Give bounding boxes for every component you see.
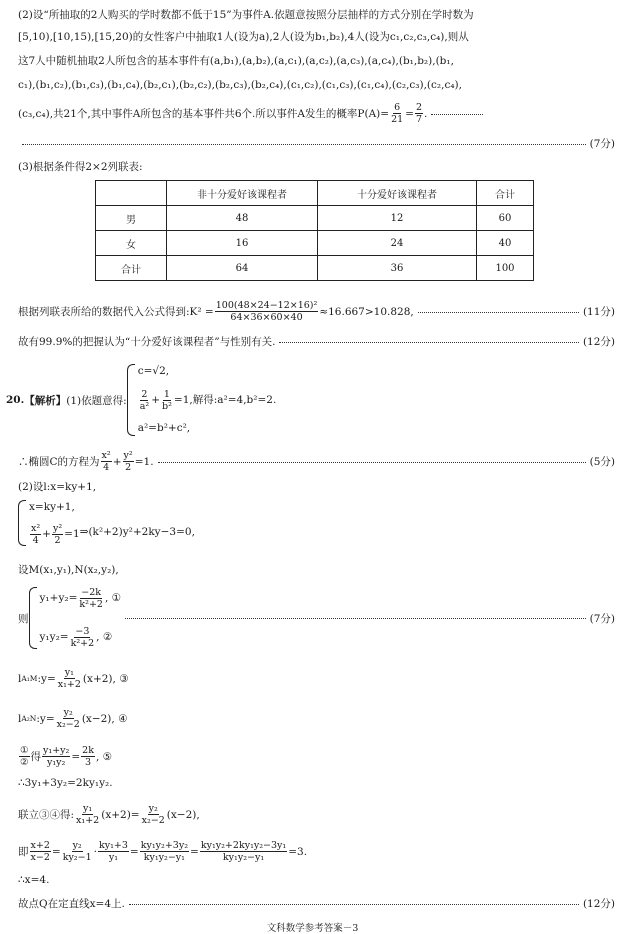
leader-dots [431, 113, 483, 115]
equation: y₁+y₂= $\frac{-2k}{\text{k²+2}}$ , ① [39, 587, 122, 610]
line-a1m: l A₁M :y= $\frac{\text{y₁}}{\text{x₁+2}}$ (x+2), ③ [18, 667, 129, 690]
leader-dots [158, 461, 586, 463]
analysis-tag: 【解析】 [24, 394, 67, 407]
table-cell: 48 [167, 206, 318, 231]
text-line: (2)设l:x=ky+1, [18, 481, 97, 493]
text-line: ∴3y₁+3y₂=2ky₁y₂. [18, 777, 113, 789]
score: (12分) [582, 336, 615, 348]
table-cell: 男 [96, 206, 167, 231]
q20-part1 [6, 364, 276, 436]
table-cell: 24 [318, 231, 477, 256]
score: (5分) [589, 455, 615, 468]
table-cell: 36 [318, 256, 477, 281]
vieta-block [18, 587, 615, 649]
table-cell: 100 [477, 256, 534, 281]
table-cell: 女 [96, 231, 167, 256]
equation-system [29, 587, 122, 649]
equation: c=√2, [137, 365, 170, 377]
table-row [96, 206, 534, 231]
fraction: $\frac{2}{7}$ [415, 102, 423, 125]
equation: $\frac{\text{x²}}{4}$ + $\frac{\text{y²}}{2}$ =1 [31, 523, 80, 546]
leader-dots [418, 311, 579, 313]
table-header-row [96, 181, 534, 206]
text: 则 [18, 612, 29, 625]
contingency-table [95, 180, 534, 281]
equation: a²=b²+c², [137, 422, 191, 434]
score-line [18, 137, 615, 151]
table-cell: 非十分爱好该课程者 [167, 181, 318, 206]
conclusion-line [18, 335, 615, 349]
ratio-line: $\frac{\text{①}}{\text{②}}$ 得 $\frac{\text{y₁+y₂}}{\text{y₁y₂}}$ = $\frac{2k}{3}$ , ⑤ [20, 745, 113, 768]
combine-line: 联立③④得: $\frac{\text{y₁}}{\text{x₁+2}}$ (x+2)= $\frac{\text{y₂}}{\text{x₂−2}}$ (x−2), [18, 803, 200, 826]
final-line [18, 897, 615, 911]
score: (7分) [589, 612, 615, 625]
k2-line [18, 300, 615, 323]
score: (12分) [582, 898, 615, 910]
text: = [405, 107, 414, 120]
text: (c₃,c₄),共21个,其中事件A所包含的基本事件共6个.所以事件A发生的概率P(A)= [18, 107, 390, 120]
text-line: ∴x=4. [18, 874, 50, 886]
text: 故点Q在定直线x=4上. [18, 898, 125, 910]
text: . [424, 107, 428, 120]
derivation-line: 即 $\frac{x+2}{x-2}$ = $\frac{\text{y₂}}{\text{ky₂−1}}$ · $\frac{\text{ky₁+3}}{\text{y₁}}$ = $\frac{\text{ky₁y₂+3y₂}}{\text{ky₁y₂−y₁}}$ = $\frac{\text{ky₁y₂+2ky₁y₂−3y₁}}{\text{ky₁y₂−y₁}}$ =3. [18, 840, 308, 863]
fraction: $\frac{6}{21}$ [391, 102, 404, 125]
text: 根据列联表所给的数据代入公式得到:K² = [18, 305, 214, 318]
table-row [96, 256, 534, 281]
table-cell: 合计 [477, 181, 534, 206]
section-intro: (3)根据条件得2×2列联表: [18, 161, 143, 173]
text: ⇒(k²+2)y²+2ky−3=0, [79, 526, 195, 538]
table-cell: 64 [167, 256, 318, 281]
score: (7分) [589, 138, 615, 150]
table-cell: 40 [477, 231, 534, 256]
score: (11分) [582, 305, 615, 318]
text-line: c₁),(b₁,c₂),(b₁,c₃),(b₁,c₄),(b₂,c₁),(b₂,c₂),(b₂,c₃),(b₂,c₄),(c₁,c₂),(c₁,c₃),(c₁,c₄),(c₂,c₃),(c₂,c₄), [18, 79, 462, 91]
leader-dots [279, 341, 579, 343]
page-footer: 文科数学参考答案－3 [266, 923, 359, 934]
table-cell: 60 [477, 206, 534, 231]
equation-system [18, 500, 80, 546]
text-line: 设M(x₁,y₁),N(x₂,y₂), [18, 564, 119, 576]
table-cell: 十分爱好该课程者 [318, 181, 477, 206]
line-a2n: l A₂N :y= $\frac{\text{y₂}}{\text{x₂−2}}$ (x−2), ④ [18, 707, 128, 730]
table-cell: 合计 [96, 256, 167, 281]
equation: y₁y₂= $\frac{-3}{\text{k²+2}}$ , ② [39, 626, 113, 649]
text: 故有99.9%的把握认为“十分爱好该课程者”与性别有关. [18, 336, 276, 348]
text-line: [5,10),[10,15),[15,20)的女性客户中抽取1人(设为a),2人(设为b₁,b₂),4人(设为c₁,c₂,c₃,c₄),则从 [18, 31, 469, 43]
equation: x=ky+1, [29, 501, 75, 513]
text-line: 这7人中随机抽取2人所包含的基本事件有(a,b₁),(a,b₂),(a,c₁),(a,c₂),(a,c₃),(a,c₄),(b₁,b₂),(b₁, [18, 55, 454, 67]
fraction: $\frac{\text{100(48×24−12×16)²}}{64\times 36\times 60\times 40}$ [215, 300, 318, 323]
table-cell: 12 [318, 206, 477, 231]
ellipse-line: ∴椭圆C的方程为 $\frac{\text{x²}}{4}$ + $\frac{\text{y²}}{2}$ =1. (5分) [18, 450, 615, 473]
table-row [96, 231, 534, 256]
equation-system [127, 364, 277, 436]
equation: $\frac{2}{\text{a²}}$ + $\frac{1}{\text{b²}}$ =1,解得:a²=4,b²=2. [139, 388, 277, 412]
table-cell [96, 181, 167, 206]
question-number: 20. [6, 394, 25, 406]
probability-line [18, 102, 615, 125]
table-cell: 16 [167, 231, 318, 256]
leader-dots [22, 143, 586, 145]
leader-dots [125, 617, 586, 619]
text: ≈16.667>10.828, [319, 305, 414, 318]
text: ∴椭圆C的方程为 [18, 455, 100, 468]
line-ellipse-system [18, 500, 195, 546]
text-line: (2)设“所抽取的2人购买的学时数都不低于15”为事件A.依题意按照分层抽样的方式分别在学时数为 [18, 9, 474, 21]
text: (1)依题意得: [66, 394, 127, 407]
leader-dots [129, 903, 579, 905]
